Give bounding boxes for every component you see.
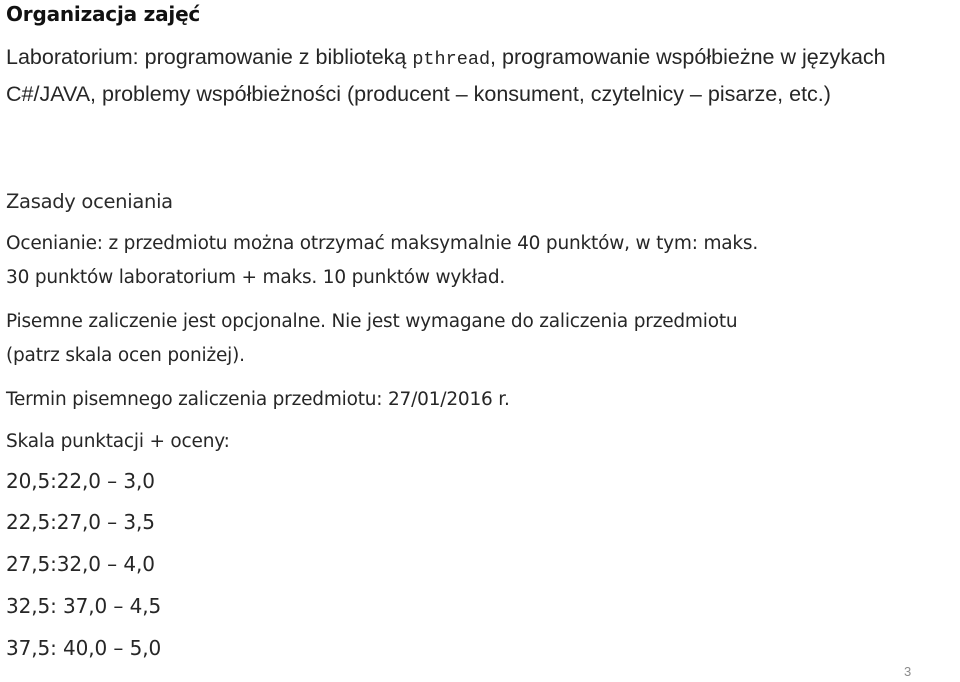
grading-line: (patrz skala ocen poniżej). [6,345,245,366]
grading-paragraph-optional-exam [6,305,956,373]
grade-scale-item: 22,5:27,0 – 3,5 [6,510,155,534]
grade-scale-item: 32,5: 37,0 – 4,5 [6,594,162,618]
laboratory-text-part2: , programowanie współbieżne w językach C#/JAVA, problemy współbieżności (producent – konsument, czytelnicy – pisarze, etc.) [6,45,886,106]
grading-paragraph-points [6,227,956,295]
scale-heading: Skala punktacji + oceny: [6,431,230,452]
grade-scale-item: 20,5:22,0 – 3,0 [6,469,155,493]
pthread-code: pthread [412,49,491,70]
grading-line: 30 punktów laboratorium + maks. 10 punktów wykład. [6,267,506,288]
page-number: 3 [904,664,912,679]
grading-line: Ocenianie: z przedmiotu można otrzymać maksymalnie 40 punktów, w tym: maks. [6,233,759,254]
grading-line: Pisemne zaliczenie jest opcjonalne. Nie jest wymagane do zaliczenia przedmiotu [6,311,738,332]
section-heading-grading: Zasady oceniania [6,190,173,213]
grade-scale-item: 37,5: 40,0 – 5,0 [6,636,162,660]
grade-scale-item: 27,5:32,0 – 4,0 [6,552,155,576]
section-heading-organization: Organizacja zajęć [6,2,201,26]
laboratory-text-part1: Laboratorium: programowanie z biblioteką [6,45,413,69]
laboratory-description [6,40,954,111]
exam-date-line: Termin pisemnego zaliczenia przedmiotu: 27/01/2016 r. [6,389,510,410]
